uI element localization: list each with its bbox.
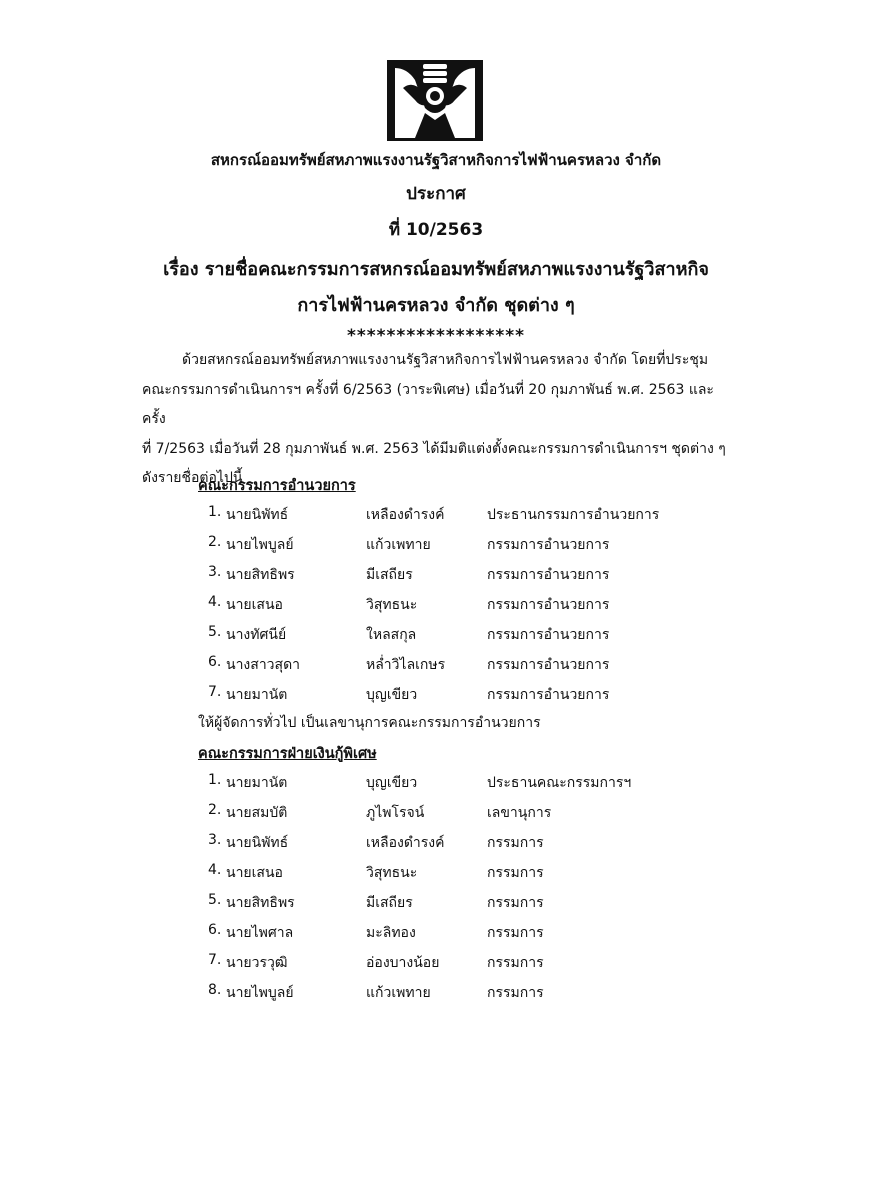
member-row: [0, 892, 872, 914]
member-role: กรรมการ: [487, 835, 544, 851]
member-first-name: นายนิพัทธ์: [226, 507, 289, 523]
committee1-note: ให้ผู้จัดการทั่วไป เป็นเลขานุการคณะกรรมการอำนวยการ: [198, 715, 541, 731]
announcement-title: ประกาศ: [406, 184, 466, 204]
member-row: [0, 564, 872, 586]
organization-name: สหกรณ์ออมทรัพย์สหภาพแรงงานรัฐวิสาหกิจการไฟฟ้านครหลวง จำกัด: [210, 151, 662, 169]
member-row: [0, 832, 872, 854]
announcement-number: ที่ 10/2563: [388, 220, 484, 240]
member-row: [0, 504, 872, 526]
member-role: กรรมการอำนวยการ: [487, 597, 610, 613]
member-row: [0, 862, 872, 884]
member-first-name: นางทัศนีย์: [226, 627, 287, 643]
member-number: 3.: [208, 832, 222, 848]
member-number: 3.: [208, 564, 222, 580]
separator-stars: ******************: [346, 326, 526, 346]
member-number: 5.: [208, 892, 222, 908]
member-role: กรรมการอำนวยการ: [487, 657, 610, 673]
body-line-2: คณะกรรมการดำเนินการฯ ครั้งที่ 6/2563 (วาระพิเศษ) เมื่อวันที่ 20 กุมภาพันธ์ พ.ศ. 2563 และครั้ง: [142, 381, 714, 427]
member-row: [0, 952, 872, 974]
member-row: [0, 802, 872, 824]
member-role: กรรมการอำนวยการ: [487, 567, 610, 583]
member-row: [0, 982, 872, 1004]
member-role: กรรมการอำนวยการ: [487, 537, 610, 553]
member-first-name: นายมานัต: [226, 687, 288, 703]
member-number: 2.: [208, 534, 222, 550]
committee2-heading: คณะกรรมการฝ่ายเงินกู้พิเศษ: [198, 746, 377, 762]
member-row: [0, 772, 872, 794]
member-row: [0, 594, 872, 616]
member-last-name: เหลืองดำรงค์: [366, 835, 445, 851]
body-line-3: ที่ 7/2563 เมื่อวันที่ 28 กุมภาพันธ์ พ.ศ. 2563 ได้มีมติแต่งตั้งคณะกรรมการดำเนินการฯ ชุดต่าง ๆ: [142, 440, 726, 457]
member-last-name: วิสุทธนะ: [366, 865, 418, 881]
member-last-name: อ่องบางน้อย: [366, 955, 440, 971]
member-last-name: มีเสถียร: [366, 567, 413, 583]
committee1-heading: คณะกรรมการอำนวยการ: [198, 478, 356, 494]
member-last-name: หล่ำวิไลเกษร: [366, 657, 446, 673]
member-last-name: เหลืองดำรงค์: [366, 507, 445, 523]
member-first-name: นายไพศาล: [226, 925, 294, 941]
member-number: 8.: [208, 982, 222, 998]
member-row: [0, 922, 872, 944]
member-role: กรรมการ: [487, 925, 544, 941]
member-role: เลขานุการ: [487, 805, 552, 821]
member-first-name: นายวรวุฒิ: [226, 955, 288, 971]
subject-line-1: เรื่อง รายชื่อคณะกรรมการสหกรณ์ออมทรัพย์สหภาพแรงงานรัฐวิสาหกิจ: [163, 259, 709, 280]
body-line-1: ด้วยสหกรณ์ออมทรัพย์สหภาพแรงงานรัฐวิสาหกิจการไฟฟ้านครหลวง จำกัด โดยที่ประชุม: [182, 352, 709, 368]
member-row: [0, 624, 872, 646]
member-row: [0, 654, 872, 676]
member-last-name: บุญเขียว: [366, 687, 418, 703]
member-role: กรรมการ: [487, 985, 544, 1001]
subject-line-2: การไฟฟ้านครหลวง จำกัด ชุดต่าง ๆ: [297, 295, 575, 316]
member-last-name: มะลิทอง: [366, 925, 416, 941]
cooperative-logo-icon: [385, 58, 485, 143]
member-number: 1.: [208, 772, 222, 788]
member-first-name: นายเสนอ: [226, 597, 283, 613]
member-last-name: แก้วเพทาย: [366, 537, 431, 553]
member-number: 6.: [208, 922, 222, 938]
member-role: กรรมการอำนวยการ: [487, 627, 610, 643]
member-first-name: นางสาวสุดา: [226, 657, 301, 673]
member-first-name: นายไพบูลย์: [226, 537, 294, 553]
member-first-name: นายนิพัทธ์: [226, 835, 289, 851]
member-last-name: วิสุทธนะ: [366, 597, 418, 613]
member-number: 1.: [208, 504, 222, 520]
member-role: กรรมการอำนวยการ: [487, 687, 610, 703]
body-line-4: ดังรายชื่อต่อไปนี้: [142, 470, 243, 486]
member-first-name: นายสมบัติ: [226, 805, 288, 821]
member-row: [0, 684, 872, 706]
member-number: 7.: [208, 684, 222, 700]
member-first-name: นายเสนอ: [226, 865, 283, 881]
member-number: 7.: [208, 952, 222, 968]
member-last-name: บุญเขียว: [366, 775, 418, 791]
member-row: [0, 534, 872, 556]
member-last-name: ภูไพโรจน์: [366, 805, 425, 821]
member-first-name: นายมานัต: [226, 775, 288, 791]
member-role: กรรมการ: [487, 955, 544, 971]
member-first-name: นายสิทธิพร: [226, 567, 295, 583]
member-number: 5.: [208, 624, 222, 640]
member-last-name: มีเสถียร: [366, 895, 413, 911]
member-last-name: แก้วเพทาย: [366, 985, 431, 1001]
member-role: กรรมการ: [487, 895, 544, 911]
member-role: ประธานกรรมการอำนวยการ: [487, 507, 660, 523]
body-paragraph: [142, 346, 732, 494]
member-role: กรรมการ: [487, 865, 544, 881]
member-first-name: นายสิทธิพร: [226, 895, 295, 911]
member-number: 6.: [208, 654, 222, 670]
member-last-name: ใหลสกุล: [366, 627, 417, 643]
member-role: ประธานคณะกรรมการฯ: [487, 775, 632, 791]
member-number: 4.: [208, 862, 222, 878]
member-number: 4.: [208, 594, 222, 610]
member-first-name: นายไพบูลย์: [226, 985, 294, 1001]
member-number: 2.: [208, 802, 222, 818]
